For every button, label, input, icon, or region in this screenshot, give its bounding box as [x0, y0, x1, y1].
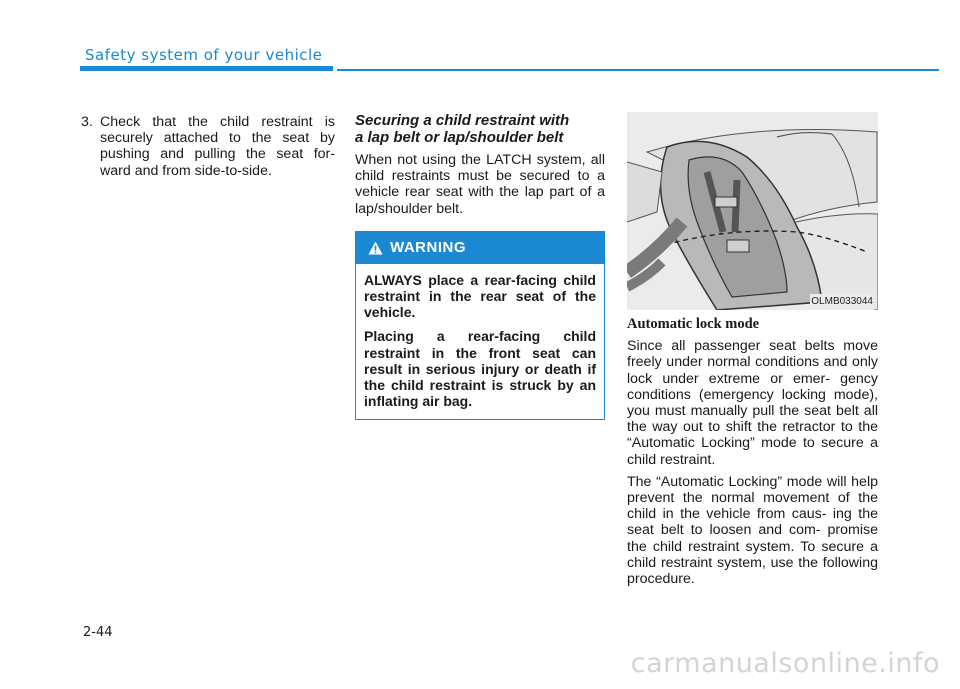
step-text: Check that the child restraint is securely attached to the seat by pushing and pulling the seat for- ward and from side-to-side. [100, 114, 335, 179]
child-seat-drawing [627, 112, 878, 310]
middle-column [355, 112, 605, 420]
body-paragraph: Since all passenger seat belts move freely under normal conditions and only lock under extreme or emer- gency conditions (emergency locking mode), you must manually pull the seat belt all the way out to shift the retractor to the “Automatic Locking” mode to secure a child restraint. [627, 338, 878, 468]
left-column [81, 114, 335, 179]
warning-box [355, 231, 605, 421]
warning-body [356, 264, 604, 420]
header-rule-thin [337, 69, 939, 71]
child-seat-illustration [627, 112, 878, 310]
figure-code: OLMB033044 [810, 294, 874, 310]
section-title: Safety system of your vehicle [85, 46, 323, 64]
warning-title: WARNING [390, 238, 466, 256]
automatic-lock-heading: Automatic lock mode [627, 316, 760, 332]
page-number: 2-44 [83, 625, 113, 640]
warning-header [356, 232, 604, 264]
warning-paragraph: Placing a rear-facing child restraint in the front seat can result in serious injury or death if the child restraint is struck by an inflating air bag. [364, 328, 596, 410]
right-column [627, 112, 878, 593]
step-number: 3. [81, 114, 93, 130]
section-heading-line2: a lap belt or lap/shoulder belt [355, 129, 564, 146]
step-item [81, 114, 335, 179]
warning-triangle-icon [368, 241, 383, 255]
body-paragraph: The “Automatic Locking” mode will help prevent the normal movement of the child in the vehicle from caus- ing the seat belt to loosen and com- promise the child restraint system. To secure a child restraint system, use the following procedure. [627, 473, 878, 588]
header-rule-thick [80, 66, 333, 71]
section-heading [355, 112, 605, 146]
watermark: carmanualsonline.info [630, 648, 940, 679]
warning-paragraph: ALWAYS place a rear-facing child restraint in the rear seat of the vehicle. [364, 271, 596, 321]
body-paragraph: When not using the LATCH system, all child restraints must be secured to a vehicle rear seat with the lap part of a lap/shoulder belt. [355, 152, 605, 217]
section-heading-line1: Securing a child restraint with [355, 112, 570, 129]
